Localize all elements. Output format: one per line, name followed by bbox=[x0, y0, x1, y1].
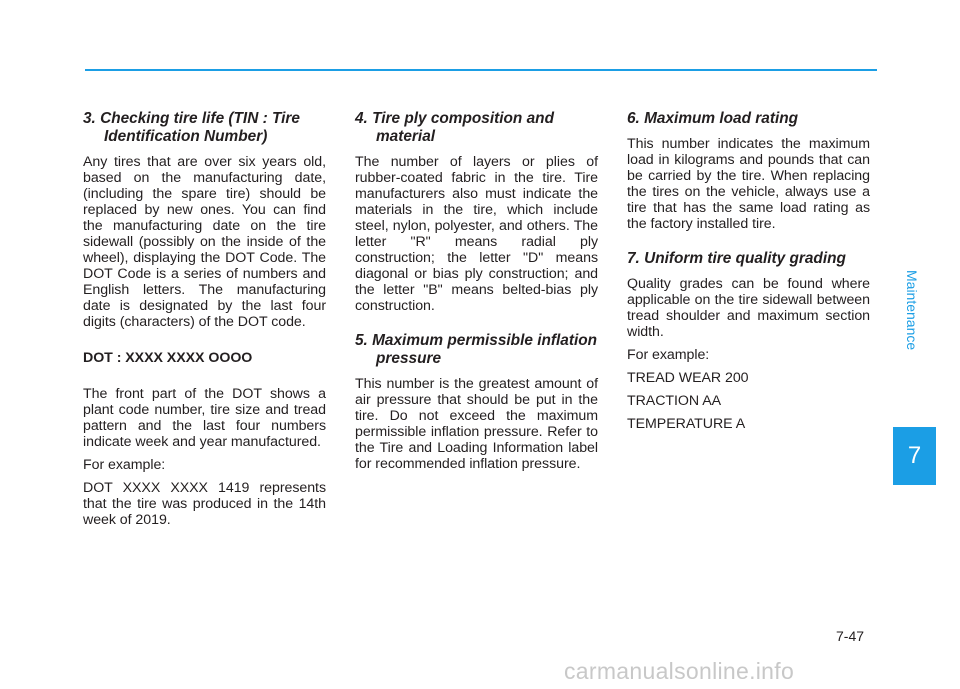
column-1 bbox=[83, 110, 326, 535]
grade-line: TEMPERATURE A bbox=[627, 416, 746, 432]
section-heading-load: 6. Maximum load rating bbox=[627, 110, 799, 127]
chapter-tab-label: Maintenance bbox=[904, 269, 920, 351]
section-heading-ply: 4. Tire ply composition and material bbox=[355, 110, 554, 145]
grade-line: TREAD WEAR 200 bbox=[627, 370, 749, 386]
example-label: For example: bbox=[627, 347, 710, 363]
paragraph: The front part of the DOT shows a plant code number, tire size and tread pattern and the last four numbers indicate week and year manufactured. bbox=[83, 386, 326, 450]
chapter-tab-number: 7 bbox=[893, 427, 936, 485]
paragraph: Quality grades can be found where applicable on the tire sidewall between tread shoulder and maximum section width. bbox=[627, 276, 870, 340]
example-label: For example: bbox=[83, 457, 166, 473]
paragraph: This number indicates the maximum load in kilograms and pounds that can be carried by the tire. When replacing the tires on the vehicle, always use a tire that has the same load rating as the factory installed tire. bbox=[627, 136, 870, 232]
paragraph: Any tires that are over six years old, based on the manufacturing date, (including the spare tire) should be replaced by new ones. You can find the manufacturing date on the tire sidewall (possibly on the inside of the wheel), displaying the DOT Code. The DOT Code is a series of numbers and English letters. The manufacturing date is designated by the last four digits (characters) of the DOT code. bbox=[83, 154, 326, 330]
column-2 bbox=[355, 110, 598, 479]
grade-line: TRACTION AA bbox=[627, 393, 722, 409]
watermark: carmanualsonline.info bbox=[564, 658, 795, 684]
paragraph: DOT XXXX XXXX 1419 represents that the tire was produced in the 14th week of 2019. bbox=[83, 480, 326, 528]
paragraph: This number is the greatest amount of air pressure that should be put in the tire. Do not exceed the maximum permissible inflation pressure. Refer to the Tire and Loading Information label for recommended inflation pressure. bbox=[355, 376, 598, 472]
column-3 bbox=[627, 110, 870, 439]
paragraph: The number of layers or plies of rubber-coated fabric in the tire. Tire manufacturers also must indicate the materials in the tire, which include steel, nylon, polyester, and others. The letter "R" means radial ply construction; the letter "D" means diagonal or bias ply construction; and the letter "B" means belted-bias ply construction. bbox=[355, 154, 598, 314]
section-heading-inflation: 5. Maximum permissible inflation pressure bbox=[355, 332, 598, 367]
section-heading-tin: 3. Checking tire life (TIN : Tire Identification Number) bbox=[83, 110, 300, 145]
header-rule bbox=[85, 69, 877, 71]
page-number: 7-47 bbox=[836, 628, 865, 644]
dot-format-line: DOT : XXXX XXXX OOOO bbox=[83, 350, 253, 366]
section-heading-quality: 7. Uniform tire quality grading bbox=[627, 250, 846, 267]
